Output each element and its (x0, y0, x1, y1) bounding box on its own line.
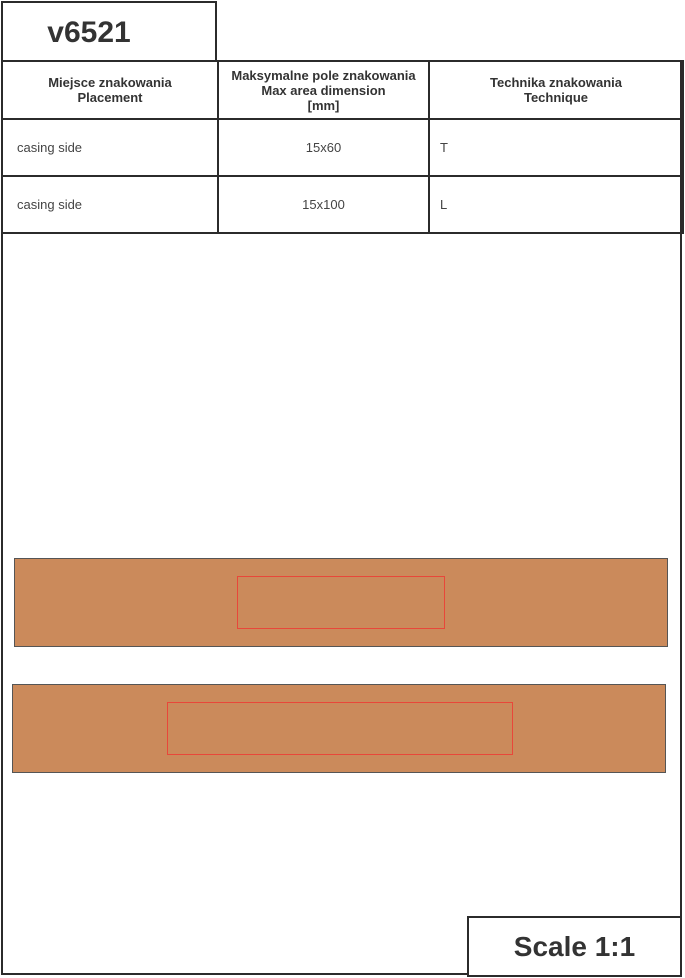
table-header-row (2, 61, 683, 119)
header-placement-en: Placement (77, 90, 143, 105)
header-dimension-en: Max area dimension (261, 82, 386, 98)
table-row (2, 176, 683, 233)
header-dimension (218, 61, 429, 119)
table-row (2, 119, 683, 176)
product-casing-view-1 (14, 558, 668, 647)
cell-technique: L (429, 176, 683, 233)
header-technique (429, 61, 683, 119)
marking-area-15x60 (237, 576, 445, 629)
header-placement (2, 61, 218, 119)
header-dimension-unit: [mm] (307, 97, 340, 113)
cell-technique: T (429, 119, 683, 176)
product-code-box (1, 1, 217, 62)
cell-dimension: 15x100 (218, 176, 429, 233)
product-casing-view-2 (12, 684, 666, 773)
cell-placement: casing side (2, 176, 218, 233)
product-code: v6521 (47, 15, 131, 49)
marking-spec-table (1, 60, 684, 234)
header-dimension-pl: Maksymalne pole znakowania (231, 67, 416, 83)
scale-label: Scale 1:1 (513, 930, 636, 962)
cell-placement: casing side (2, 119, 218, 176)
marking-area-15x100 (167, 702, 513, 755)
scale-box (467, 916, 682, 977)
header-technique-en: Technique (523, 90, 589, 105)
header-placement-pl: Miejsce znakowania (48, 75, 172, 90)
cell-dimension: 15x60 (218, 119, 429, 176)
header-technique-pl: Technika znakowania (490, 75, 622, 90)
